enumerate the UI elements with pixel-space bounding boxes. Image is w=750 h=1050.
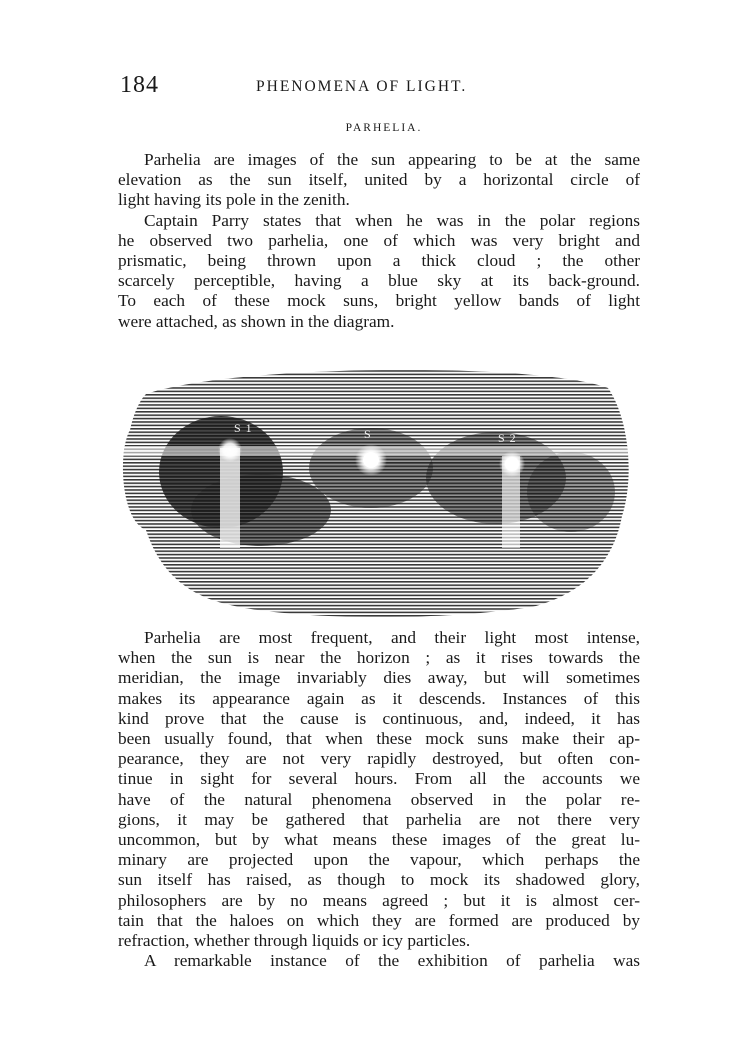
text-line: meridian, the image invariably dies away, but will sometimes xyxy=(118,668,640,688)
text-line: A remarkable instance of the exhibition of parhelia was xyxy=(144,951,640,971)
text-line: he observed two parhelia, one of which was very bright and xyxy=(118,230,640,250)
text-line: sun itself has raised, as though to mock its shadowed glory, xyxy=(118,870,640,890)
text-line: Parhelia are most frequent, and their light most intense, xyxy=(144,628,640,647)
text-line: kind prove that the cause is continuous, and, indeed, it has xyxy=(118,708,640,728)
text-line: prismatic, being thrown upon a thick cloud ; the other xyxy=(118,251,640,271)
text-line: uncommon, but by what means these images of the great lu- xyxy=(118,830,640,850)
text-line: tain that the haloes on which they are formed are produced by xyxy=(118,910,640,930)
parhelia-illustration xyxy=(116,360,636,622)
text-line: philosophers are by no means agreed ; but it is almost cer- xyxy=(118,890,640,910)
text-line: were attached, as shown in the diagram. xyxy=(118,311,395,331)
text-line: when the sun is near the horizon ; as it rises towards the xyxy=(118,648,640,668)
text-line: To each of these mock suns, bright yellow bands of light xyxy=(118,291,640,311)
text-line: pearance, they are not very rapidly destroyed, but often con- xyxy=(118,749,640,769)
text-line: scarcely perceptible, having a blue sky at its back-ground. xyxy=(118,271,640,291)
text-line: Captain Parry states that when he was in the polar regions xyxy=(144,210,640,230)
section-title: PARHELIA. xyxy=(345,122,423,134)
text-line: Parhelia are images of the sun appearing to be at the same xyxy=(144,150,640,169)
text-line: been usually found, that when these mock suns make their ap- xyxy=(118,729,640,749)
page-number: 184 xyxy=(120,72,159,98)
running-head xyxy=(120,72,640,102)
text-line: have of the natural phenomena observed in the polar re- xyxy=(118,789,640,809)
text-line: tinue in sight for several hours. From all the accounts we xyxy=(118,769,640,789)
text-line: light having its pole in the zenith. xyxy=(118,190,350,210)
text-line: refraction, whether through liquids or icy particles. xyxy=(118,931,471,951)
text-line: gions, it may be gathered that parhelia are not there very xyxy=(118,809,640,829)
label-sun: S xyxy=(364,427,372,441)
text-line: makes its appearance again as it descends. Instances of this xyxy=(118,688,640,708)
running-title: PHENOMENA OF LIGHT. xyxy=(256,78,468,95)
text-block-top xyxy=(118,150,640,332)
label-mock-sun-1: S 1 xyxy=(234,421,253,435)
text-line: minary are projected upon the vapour, which perhaps the xyxy=(118,850,640,870)
text-line: elevation as the sun itself, united by a horizontal circle of xyxy=(118,170,640,190)
parhelia-engraving xyxy=(116,360,636,622)
text-block-bottom xyxy=(118,628,640,971)
label-mock-sun-2: S 2 xyxy=(498,431,517,445)
